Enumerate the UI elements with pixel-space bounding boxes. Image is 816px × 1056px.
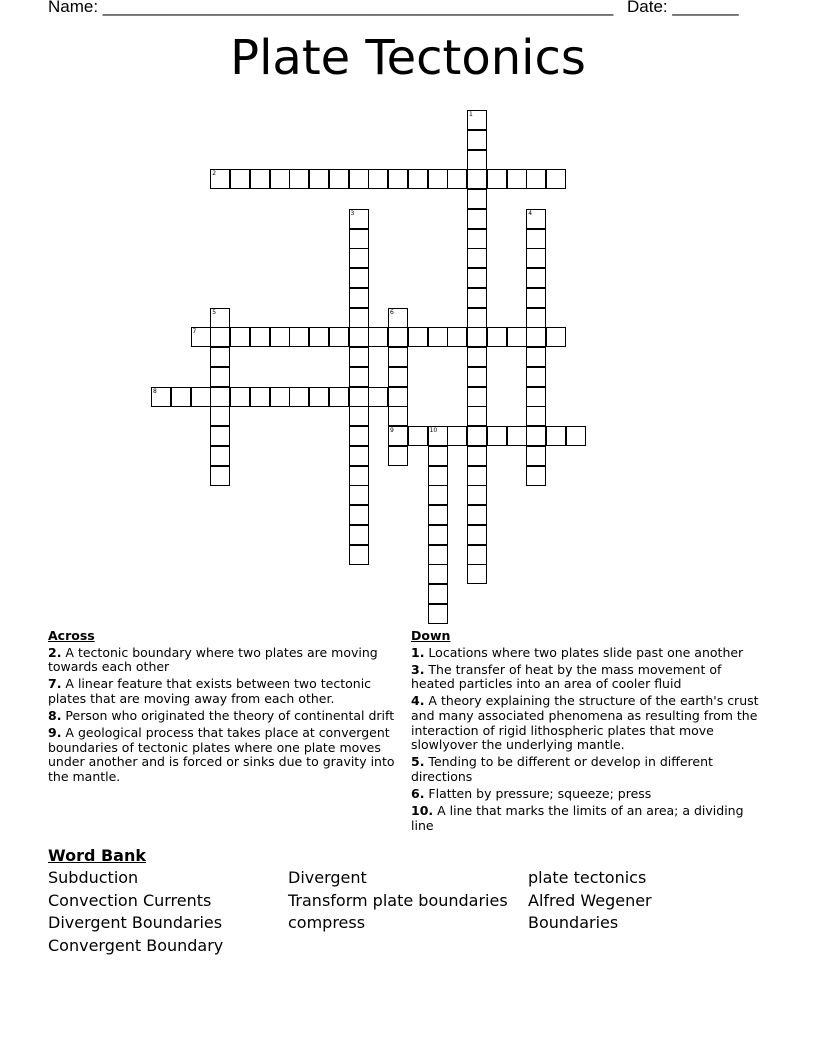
crossword-cell[interactable] [526,406,546,426]
crossword-cell[interactable] [388,169,408,189]
crossword-cell[interactable] [507,327,527,347]
clue-item [411,694,766,752]
word-bank-heading: Word Bank [48,846,147,865]
crossword-cell[interactable] [329,327,349,347]
crossword-cell[interactable] [388,347,408,367]
word-bank-item: Subduction [48,868,139,887]
crossword-cell[interactable] [349,525,369,545]
crossword-cell[interactable] [447,426,467,446]
clue-number: 7 [192,328,197,336]
clue-item [48,726,408,784]
name-field-label: Name: ______________________________________________________ [48,0,614,16]
crossword-cell[interactable] [507,169,527,189]
crossword-cell[interactable] [368,387,388,407]
crossword-cell[interactable] [507,426,527,446]
clue-number: 6 [390,308,394,316]
crossword-cell[interactable] [447,169,467,189]
crossword-cell[interactable] [349,466,369,486]
clue-number: 1 [469,111,473,118]
crossword-cell[interactable] [349,229,369,249]
crossword-cell[interactable] [289,327,309,347]
clue-text: Person who originated the theory of continental drift [61,707,395,723]
crossword-cell[interactable] [349,327,369,347]
crossword-cell[interactable] [467,446,487,466]
clue-item [48,709,408,724]
crossword-cell[interactable] [467,406,487,426]
across-heading: Across [48,628,95,643]
crossword-cell[interactable] [191,327,211,347]
crossword-cell[interactable] [428,426,448,446]
crossword-cell[interactable] [349,545,369,565]
clue-text: A line that marks the limits of an area; a dividing line [411,803,744,833]
crossword-cell[interactable] [349,308,369,328]
crossword-cell[interactable] [210,426,230,446]
date-field-label: Date: _______ [627,0,739,16]
crossword-cell[interactable] [349,485,369,505]
crossword-cell[interactable] [210,406,230,426]
crossword-cell[interactable] [428,446,448,466]
crossword-cell[interactable] [388,426,408,446]
crossword-cell[interactable] [349,169,369,189]
crossword-cell[interactable] [428,169,448,189]
crossword-cell[interactable] [467,288,487,308]
clue-number-label: 7. [48,676,62,692]
crossword-cell[interactable] [388,446,408,466]
clue-item [411,663,766,692]
crossword-cell[interactable] [408,327,428,347]
crossword-cell[interactable] [388,327,408,347]
crossword-cell[interactable] [467,268,487,288]
clue-text: The transfer of heat by the mass movement of heated particles into an area of cooler fluid [411,661,722,692]
crossword-cell[interactable] [270,327,290,347]
clue-item [411,804,766,833]
crossword-cell[interactable] [289,387,309,407]
clue-number-label: 3. [411,661,425,677]
down-heading: Down [411,628,451,643]
crossword-cell[interactable] [526,387,546,407]
crossword-cell[interactable] [467,525,487,545]
crossword-cell[interactable] [408,426,428,446]
word-bank-item: Convection Currents [48,890,212,910]
clue-number: 4 [528,209,533,217]
crossword-cell[interactable] [270,169,290,189]
clue-number: 10 [429,427,438,434]
clue-number-label: 10. [411,803,434,819]
clue-item [48,677,408,706]
down-clues [411,629,766,836]
crossword-cell[interactable] [428,525,448,545]
crossword-cell[interactable] [428,584,448,604]
crossword-cell[interactable] [467,308,487,328]
crossword-cell[interactable] [329,387,349,407]
crossword-cell[interactable] [526,327,546,347]
crossword-cell[interactable] [428,564,448,584]
crossword-cell[interactable] [349,248,369,268]
crossword-cell[interactable] [467,327,487,347]
crossword-cell[interactable] [526,426,546,446]
crossword-cell[interactable] [349,446,369,466]
word-bank-item: Transform plate boundaries [288,890,508,910]
clue-number-label: 1. [411,644,425,660]
crossword-cell[interactable] [526,308,546,328]
crossword-cell[interactable] [467,209,487,229]
clue-text: Tending to be different or develop in different directions [411,754,713,784]
crossword-cell[interactable] [467,110,487,130]
crossword-cell[interactable] [309,169,329,189]
crossword-cell[interactable] [467,130,487,150]
crossword-cell[interactable] [250,387,270,407]
crossword-cell[interactable] [349,209,369,229]
crossword-cell[interactable] [428,505,448,525]
crossword-cell[interactable] [526,229,546,249]
crossword-cell[interactable] [526,169,546,189]
clue-text: A geological process that takes place at convergent boundaries of tectonic plates where one plate moves under another and is forced or sinks due to gravity into the mantle. [48,725,395,784]
crossword-cell[interactable] [349,406,369,426]
crossword-cell[interactable] [210,347,230,367]
crossword-cell[interactable] [388,387,408,407]
crossword-cell[interactable] [309,327,329,347]
across-clues [48,629,408,787]
crossword-cell[interactable] [210,367,230,387]
crossword-cell[interactable] [210,169,230,189]
crossword-cell[interactable] [151,387,171,407]
crossword-cell[interactable] [388,308,408,328]
crossword-cell[interactable] [191,387,211,407]
crossword-cell[interactable] [428,545,448,565]
crossword-cell[interactable] [487,426,507,446]
crossword-cell[interactable] [526,347,546,367]
crossword-cell[interactable] [270,387,290,407]
clue-number-label: 5. [411,754,425,770]
clue-text: A theory explaining the structure of the earth's crust and many associated phenomena as resulting from the interaction of rigid lithospheric plates that move slowlyover the underlying mantle. [411,693,759,753]
crossword-cell[interactable] [230,327,250,347]
clue-text: A linear feature that exists between two tectonic plates that are moving away from each other. [48,676,372,706]
crossword-cell[interactable] [467,505,487,525]
crossword-cell[interactable] [467,150,487,170]
word-bank-item: Alfred Wegener [528,890,652,910]
crossword-cell[interactable] [250,327,270,347]
crossword-cell[interactable] [349,288,369,308]
clue-number-label: 6. [411,785,425,801]
crossword-cell[interactable] [210,387,230,407]
crossword-cell[interactable] [408,169,428,189]
word-bank-item: Divergent Boundaries [48,913,223,933]
crossword-cell[interactable] [526,268,546,288]
clue-item [48,646,408,675]
crossword-cell[interactable] [447,327,467,347]
crossword-cell[interactable] [349,505,369,525]
crossword-cell[interactable] [329,169,349,189]
crossword-cell[interactable] [309,387,329,407]
word-bank-item: compress [288,913,366,933]
crossword-cell[interactable] [230,169,250,189]
clue-number-label: 2. [48,644,62,660]
crossword-cell[interactable] [349,387,369,407]
across-clue-list [48,646,408,785]
clue-item [411,646,766,661]
crossword-cell[interactable] [526,288,546,308]
clue-item [411,755,766,784]
clue-number: 5 [212,308,217,316]
clue-item [411,787,766,802]
word-bank-item: Convergent Boundary [48,936,224,956]
crossword-cell[interactable] [210,446,230,466]
crossword-cell[interactable] [546,426,566,446]
crossword-cell[interactable] [487,169,507,189]
clue-number: 3 [350,209,355,217]
clue-number: 9 [390,427,394,434]
crossword-cell[interactable] [467,189,487,209]
crossword-cell[interactable] [526,248,546,268]
clue-text: A tectonic boundary where two plates are moving towards each other [48,644,378,675]
crossword-cell[interactable] [368,169,388,189]
crossword-cell[interactable] [467,545,487,565]
word-bank-item: plate tectonics [528,868,647,887]
crossword-cell[interactable] [388,367,408,387]
crossword-cell[interactable] [487,327,507,347]
crossword-cell[interactable] [368,327,388,347]
crossword-cell[interactable] [349,347,369,367]
word-bank-item: Divergent [288,868,367,887]
clue-number-label: 8. [48,707,62,723]
crossword-cell[interactable] [526,209,546,229]
crossword-cell[interactable] [171,387,191,407]
crossword-cell[interactable] [210,466,230,486]
crossword-cell[interactable] [546,169,566,189]
crossword-cell[interactable] [467,564,487,584]
crossword-cell[interactable] [428,604,448,624]
crossword-cell[interactable] [428,466,448,486]
clue-number: 8 [153,387,157,395]
crossword-cell[interactable] [467,426,487,446]
crossword-cell[interactable] [388,406,408,426]
word-bank-item: Boundaries [528,913,619,933]
crossword-cell[interactable] [289,169,309,189]
crossword-cell[interactable] [526,367,546,387]
word-bank [48,846,146,865]
clue-number-label: 9. [48,725,62,741]
crossword-cell[interactable] [546,327,566,347]
crossword-cell[interactable] [566,426,586,446]
clue-number: 2 [212,170,217,178]
clue-text: Flatten by pressure; squeeze; press [424,785,652,801]
crossword-cell[interactable] [250,169,270,189]
crossword-cell[interactable] [467,347,487,367]
crossword-cell[interactable] [526,446,546,466]
crossword-cell[interactable] [230,387,250,407]
crossword-cell[interactable] [210,327,230,347]
crossword-cell[interactable] [349,268,369,288]
crossword-cell[interactable] [467,367,487,387]
crossword-cell[interactable] [428,485,448,505]
clue-number-label: 4. [411,693,425,709]
crossword-cell[interactable] [467,248,487,268]
crossword-cell[interactable] [467,229,487,249]
page-title: Plate Tectonics [230,30,586,86]
crossword-cell[interactable] [349,367,369,387]
crossword-cell[interactable] [467,485,487,505]
crossword-cell[interactable] [467,466,487,486]
down-clue-list [411,646,766,834]
crossword-cell[interactable] [428,327,448,347]
crossword-cell[interactable] [467,169,487,189]
crossword-cell[interactable] [210,308,230,328]
clue-text: Locations where two plates slide past one another [424,644,744,660]
crossword-cell[interactable] [467,387,487,407]
crossword-cell[interactable] [349,426,369,446]
crossword-cell[interactable] [526,466,546,486]
